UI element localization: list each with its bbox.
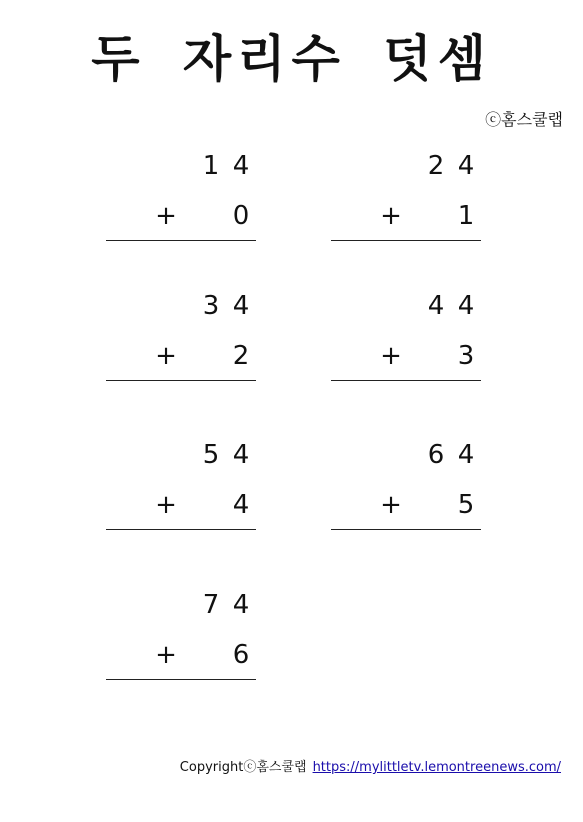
augend-ones-digit: 4 bbox=[232, 590, 250, 620]
augend-ones-digit: 4 bbox=[457, 440, 475, 470]
addend-digit: 3 bbox=[457, 341, 475, 371]
augend-ones-digit: 4 bbox=[232, 291, 250, 321]
plus-sign: + bbox=[155, 490, 177, 520]
augend-tens-digit: 7 bbox=[202, 590, 220, 620]
problem-2 bbox=[331, 151, 481, 251]
plus-sign: + bbox=[380, 201, 402, 231]
augend-tens-digit: 1 bbox=[202, 151, 220, 181]
problem-4 bbox=[331, 291, 481, 391]
addend-digit: 1 bbox=[457, 201, 475, 231]
plus-sign: + bbox=[380, 341, 402, 371]
answer-line bbox=[106, 529, 256, 530]
augend-ones-digit: 4 bbox=[457, 291, 475, 321]
addend-digit: 0 bbox=[232, 201, 250, 231]
augend-ones-digit: 4 bbox=[232, 440, 250, 470]
plus-sign: + bbox=[380, 490, 402, 520]
plus-sign: + bbox=[155, 640, 177, 670]
answer-line bbox=[331, 380, 481, 381]
addend-digit: 5 bbox=[457, 490, 475, 520]
augend-tens-digit: 2 bbox=[427, 151, 445, 181]
footer-link[interactable]: https://mylittletv.lemontreenews.com/ bbox=[312, 760, 561, 775]
augend-tens-digit: 4 bbox=[427, 291, 445, 321]
page-title: 두 자리수 덧셈 bbox=[91, 30, 492, 88]
answer-line bbox=[106, 240, 256, 241]
augend-tens-digit: 6 bbox=[427, 440, 445, 470]
answer-line bbox=[331, 529, 481, 530]
augend-ones-digit: 4 bbox=[457, 151, 475, 181]
addend-digit: 6 bbox=[232, 640, 250, 670]
answer-line bbox=[331, 240, 481, 241]
plus-sign: + bbox=[155, 341, 177, 371]
footer bbox=[180, 759, 561, 777]
copyright-mark: ⓒ홈스쿨랩 bbox=[485, 110, 563, 129]
plus-sign: + bbox=[155, 201, 177, 231]
answer-line bbox=[106, 380, 256, 381]
footer-copyright: Copyrightⓒ홈스쿨랩 bbox=[179, 760, 307, 775]
augend-tens-digit: 5 bbox=[202, 440, 220, 470]
augend-tens-digit: 3 bbox=[202, 291, 220, 321]
addend-digit: 2 bbox=[232, 341, 250, 371]
answer-line bbox=[106, 679, 256, 680]
problem-5 bbox=[106, 440, 256, 540]
problem-7 bbox=[106, 590, 256, 690]
problem-3 bbox=[106, 291, 256, 391]
augend-ones-digit: 4 bbox=[232, 151, 250, 181]
addend-digit: 4 bbox=[232, 490, 250, 520]
problem-6 bbox=[331, 440, 481, 540]
problem-1 bbox=[106, 151, 256, 251]
